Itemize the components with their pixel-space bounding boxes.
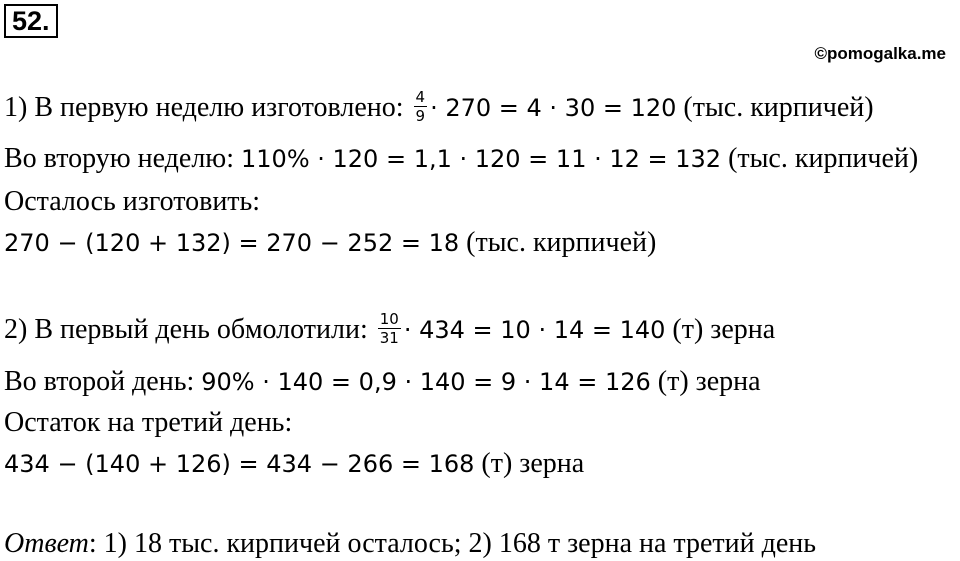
part2-line2-math: 90% · 140 = 0,9 · 140 = 9 · 14 = 126	[201, 368, 651, 396]
answer-line	[4, 527, 816, 561]
part2-line4-math: 434 − (140 + 126) = 434 − 266 = 168	[4, 450, 475, 478]
part1-line4-suffix: (тыс. кирпичей)	[459, 227, 657, 258]
part2-line4-suffix: (т) зерна	[474, 448, 585, 479]
part2-line2	[4, 365, 761, 399]
answer-label: Ответ	[4, 528, 89, 559]
watermark: ©pomogalka.me	[814, 44, 946, 63]
part2-line1	[4, 310, 776, 349]
part2-fraction-numerator: 10	[379, 310, 399, 329]
part2-line4	[4, 447, 584, 481]
problem-number: 52.	[4, 4, 58, 38]
part1-fraction-numerator: 4	[415, 88, 426, 107]
part1-line4	[4, 226, 656, 260]
part1-line3: Осталось изготовить:	[4, 186, 261, 217]
part1-line1-prefix: 1) В первую неделю изготовлено:	[4, 92, 411, 123]
part2-line3: Остаток на третий день:	[4, 407, 293, 438]
part1-fraction	[414, 89, 428, 124]
part1-fraction-denominator: 9	[415, 107, 426, 126]
part1-line1	[4, 88, 874, 127]
part2-line2-suffix: (т) зерна	[650, 366, 761, 397]
part2-fraction-denominator: 31	[379, 329, 399, 348]
part2-line1-math: · 434 = 10 · 14 = 140	[403, 316, 666, 344]
part1-line4-math: 270 − (120 + 132) = 270 − 252 = 18	[4, 229, 460, 257]
part2-line2-prefix: Во второй день:	[4, 366, 202, 397]
answer-text: : 1) 18 тыс. кирпичей осталось; 2) 168 т зерна на третий день	[88, 528, 817, 559]
part1-line2-suffix: (тыс. кирпичей)	[721, 143, 919, 174]
part2-line1-suffix: (т) зерна	[665, 314, 776, 345]
part1-line1-suffix: (тыс. кирпичей)	[676, 92, 874, 123]
part2-line1-prefix: 2) В первый день обмолотили:	[4, 314, 375, 345]
part2-fraction	[378, 311, 401, 346]
part1-line1-math: · 270 = 4 · 30 = 120	[430, 94, 677, 122]
part1-line2-math: 110% · 120 = 1,1 · 120 = 11 · 12 = 132	[241, 145, 722, 173]
part1-line2	[4, 142, 918, 176]
part1-line2-prefix: Во вторую неделю:	[4, 143, 242, 174]
